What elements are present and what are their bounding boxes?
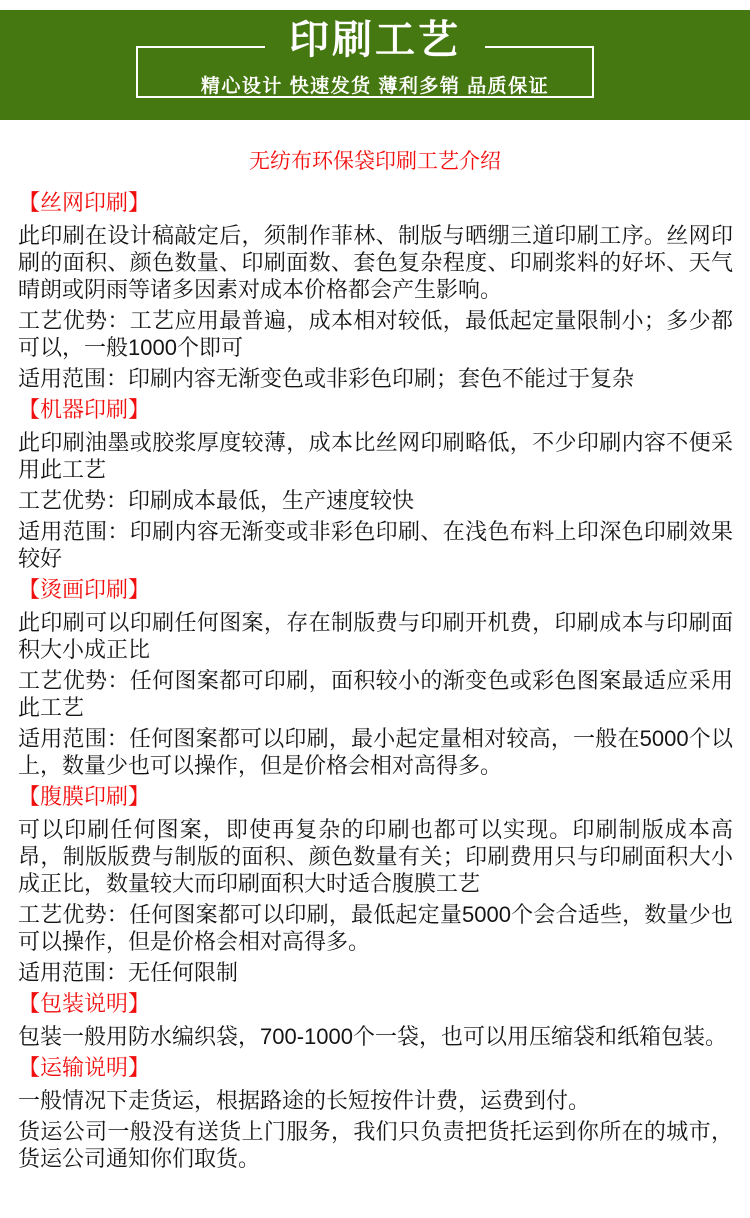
section-paragraph: 适用范围：任何图案都可以印刷，最小起定量相对较高，一般在5000个以上，数量少也可以操作，但是价格会相对高得多。: [18, 726, 733, 778]
banner-title: [0, 17, 750, 63]
banner-subtitle: 精心设计 快速发货 薄利多销 品质保证: [200, 76, 550, 97]
section-heading: 【机器印刷】: [18, 397, 151, 422]
banner-title-text: 印刷工艺: [265, 17, 485, 63]
page-title: 无纺布环保袋印刷工艺介绍: [249, 150, 501, 173]
section-paragraph: 适用范围：无任何限制: [18, 960, 239, 985]
section-silk-screen-printing: [18, 189, 733, 392]
section-paragraph: 货运公司一般没有送货上门服务，我们只负责把货托运到你所在的城市，货运公司通知你们取货。: [18, 1119, 733, 1171]
section-lamination-printing: [18, 783, 733, 986]
section-paragraph: 工艺优势：工艺应用最普遍，成本相对较低，最低起定量限制小；多少都可以，一般1000个即可: [18, 308, 733, 360]
section-heading: 【运输说明】: [18, 1055, 151, 1080]
section-paragraph: 工艺优势：任何图案都可印刷，面积较小的渐变色或彩色图案最适应采用此工艺: [18, 668, 733, 720]
content-area: [0, 189, 750, 1196]
section-paragraph: 包装一般用防水编织袋，700-1000个一袋，也可以用压缩袋和纸箱包装。: [18, 1024, 727, 1049]
section-paragraph: 可以印刷任何图案，即使再复杂的印刷也都可以实现。印刷制版成本高昂，制版版费与制版的面积、颜色数量有关；印刷费用只与印刷面积大小成正比，数量较大而印刷面积大时适合腹膜工艺: [18, 817, 733, 896]
section-heading: 【包装说明】: [18, 991, 151, 1016]
section-paragraph: 此印刷油墨或胶浆厚度较薄，成本比丝网印刷略低，不少印刷内容不便采用此工艺: [18, 430, 733, 482]
section-machine-printing: [18, 396, 733, 572]
product-description-page: [0, 10, 750, 1218]
section-heading: 【丝网印刷】: [18, 190, 151, 215]
section-heading: 【烫画印刷】: [18, 577, 151, 602]
section-paragraph: 工艺优势：印刷成本最低，生产速度较快: [18, 488, 415, 513]
section-heat-transfer-printing: [18, 576, 733, 779]
section-paragraph: 工艺优势：任何图案都可以印刷，最低起定量5000个会合适些，数量少也可以操作，但是价格会相对高得多。: [18, 902, 733, 954]
header-banner: [0, 10, 750, 120]
section-paragraph: 一般情况下走货运，根据路途的长短按件计费，运费到付。: [18, 1088, 591, 1113]
section-paragraph: 此印刷在设计稿敲定后，须制作菲林、制版与晒绷三道印刷工序。丝网印刷的面积、颜色数量、印刷面数、套色复杂程度、印刷浆料的好坏、天气晴朗或阴雨等诸多因素对成本价格都会产生影响。: [18, 223, 733, 302]
section-shipping-note: [18, 1054, 733, 1172]
section-paragraph: 适用范围：印刷内容无渐变或非彩色印刷、在浅色布料上印深色印刷效果较好: [18, 519, 733, 571]
section-heading: 【腹膜印刷】: [18, 784, 151, 809]
section-paragraph: 此印刷可以印刷任何图案，存在制版费与印刷开机费，印刷成本与印刷面积大小成正比: [18, 610, 733, 662]
section-packaging-note: [18, 990, 733, 1050]
section-paragraph: 适用范围：印刷内容无渐变色或非彩色印刷；套色不能过于复杂: [18, 366, 635, 391]
